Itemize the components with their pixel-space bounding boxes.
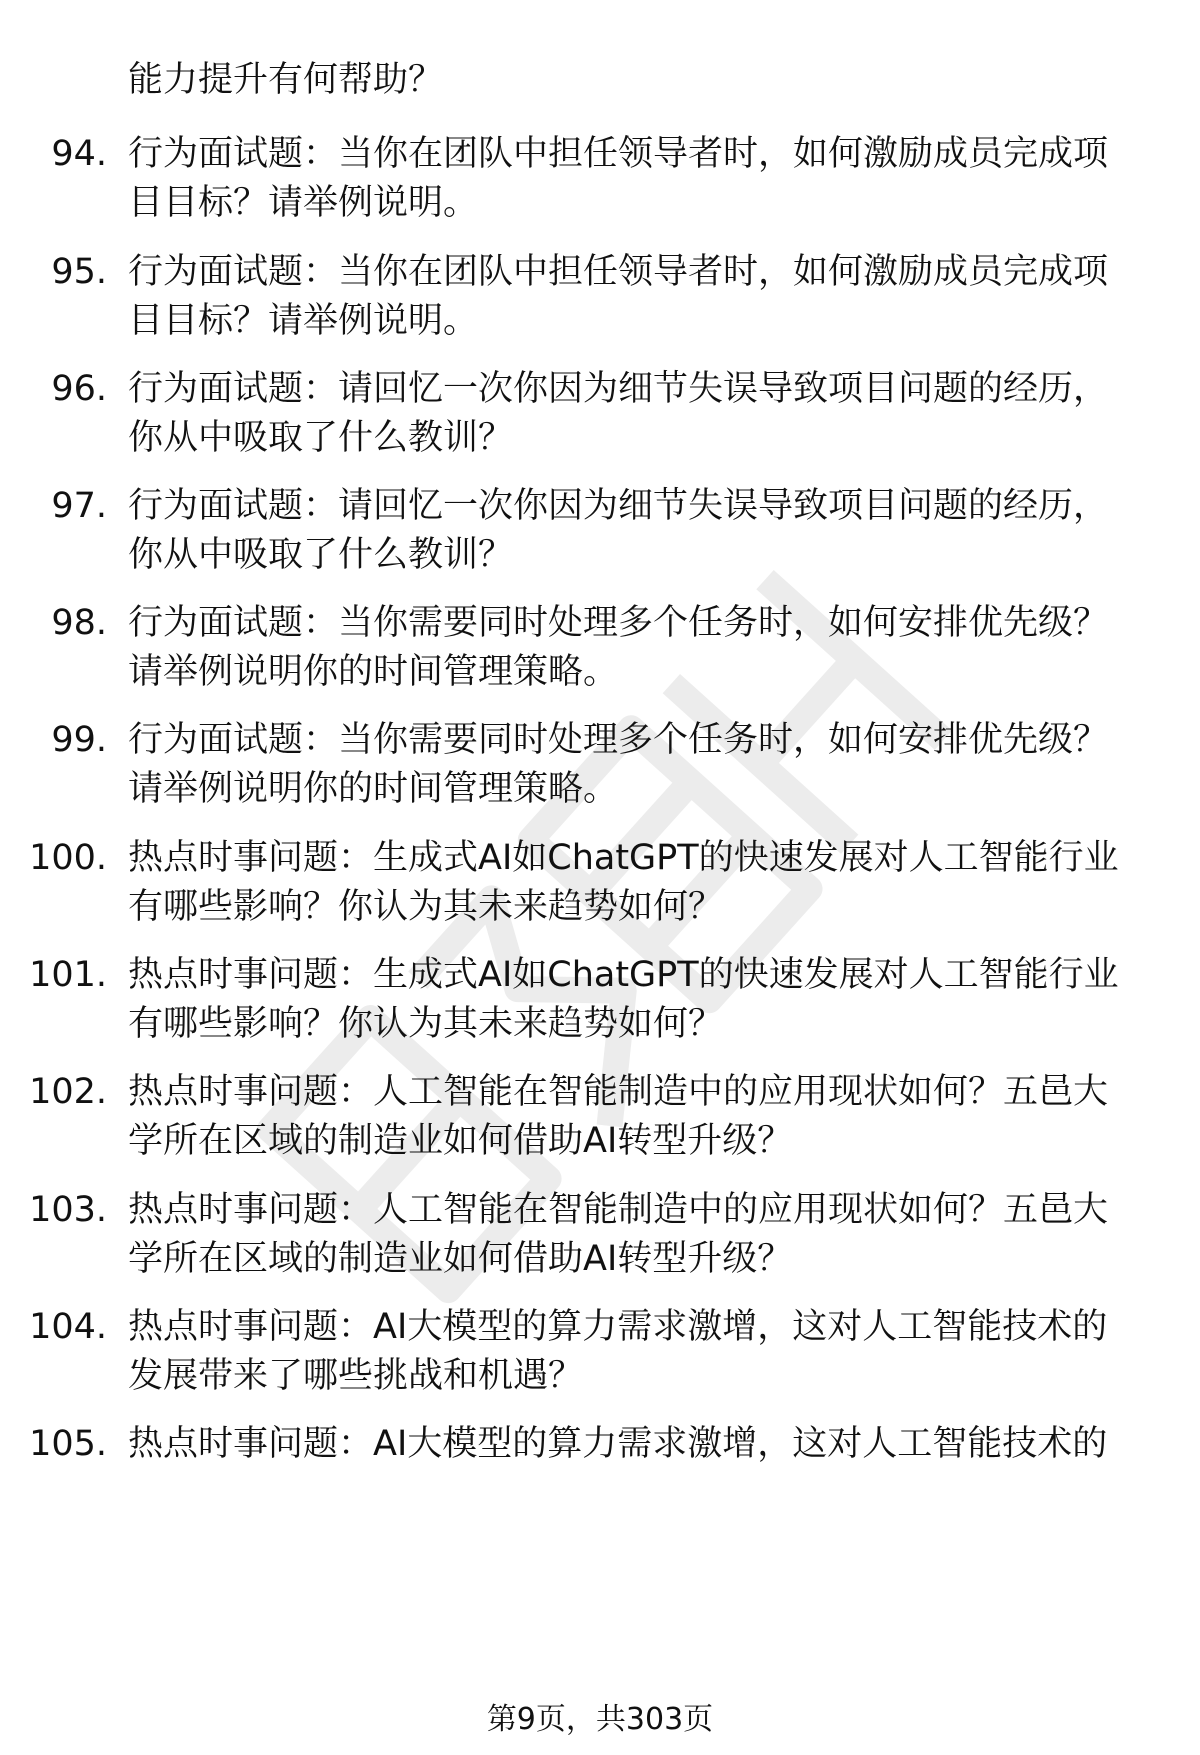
question-line: 热点时事问题：生成式AI如ChatGPT的快速发展对人工智能行业 [128,955,1119,995]
question-line: 热点时事问题：AI大模型的算力需求激增，这对人工智能技术的 [128,1424,1108,1464]
question-number: 102. [29,1072,107,1112]
question-number: 98. [51,603,107,643]
question-line: 行为面试题：当你需要同时处理多个任务时，如何安排优先级？ [128,720,1109,760]
question-line: 学所在区域的制造业如何借助AI转型升级？ [128,1239,793,1279]
question-line: 有哪些影响？你认为其未来趋势如何？ [128,1004,724,1044]
question-line: 行为面试题：当你在团队中担任领导者时，如何激励成员完成项 [128,134,1109,174]
question-number: 94. [51,134,107,174]
question-line: 热点时事问题：AI大模型的算力需求激增，这对人工智能技术的 [128,1307,1108,1347]
question-line: 热点时事问题：人工智能在智能制造中的应用现状如何？五邑大 [128,1072,1109,1112]
question-line: 发展带来了哪些挑战和机遇？ [128,1356,584,1396]
page-footer: 第9页，共303页 [486,1702,714,1737]
question-line: 你从中吸取了什么教训？ [128,418,514,458]
continuation-text: 能力提升有何帮助？ [128,60,444,100]
question-line: 你从中吸取了什么教训？ [128,535,514,575]
question-line: 目目标？请举例说明。 [128,301,479,341]
question-line: 目目标？请举例说明。 [128,183,479,223]
question-number: 95. [51,252,107,292]
question-line: 行为面试题：当你在团队中担任领导者时，如何激励成员完成项 [128,252,1109,292]
question-number: 99. [51,720,107,760]
question-line: 学所在区域的制造业如何借助AI转型升级？ [128,1121,793,1161]
question-number: 101. [29,955,107,995]
question-line: 请举例说明你的时间管理策略。 [128,652,619,692]
question-number: 100. [29,838,107,878]
question-number: 104. [29,1307,107,1347]
question-number: 103. [29,1190,107,1230]
question-line: 行为面试题：请回忆一次你因为细节失误导致项目问题的经历， [128,486,1109,526]
question-number: 96. [51,369,107,409]
question-line: 热点时事问题：人工智能在智能制造中的应用现状如何？五邑大 [128,1190,1109,1230]
question-line: 行为面试题：请回忆一次你因为细节失误导致项目问题的经历， [128,369,1109,409]
question-line: 请举例说明你的时间管理策略。 [128,769,619,809]
question-line: 有哪些影响？你认为其未来趋势如何？ [128,887,724,927]
question-line: 行为面试题：当你需要同时处理多个任务时，如何安排优先级？ [128,603,1109,643]
question-number: 97. [51,486,107,526]
question-line: 热点时事问题：生成式AI如ChatGPT的快速发展对人工智能行业 [128,838,1119,878]
question-number: 105. [29,1424,107,1464]
